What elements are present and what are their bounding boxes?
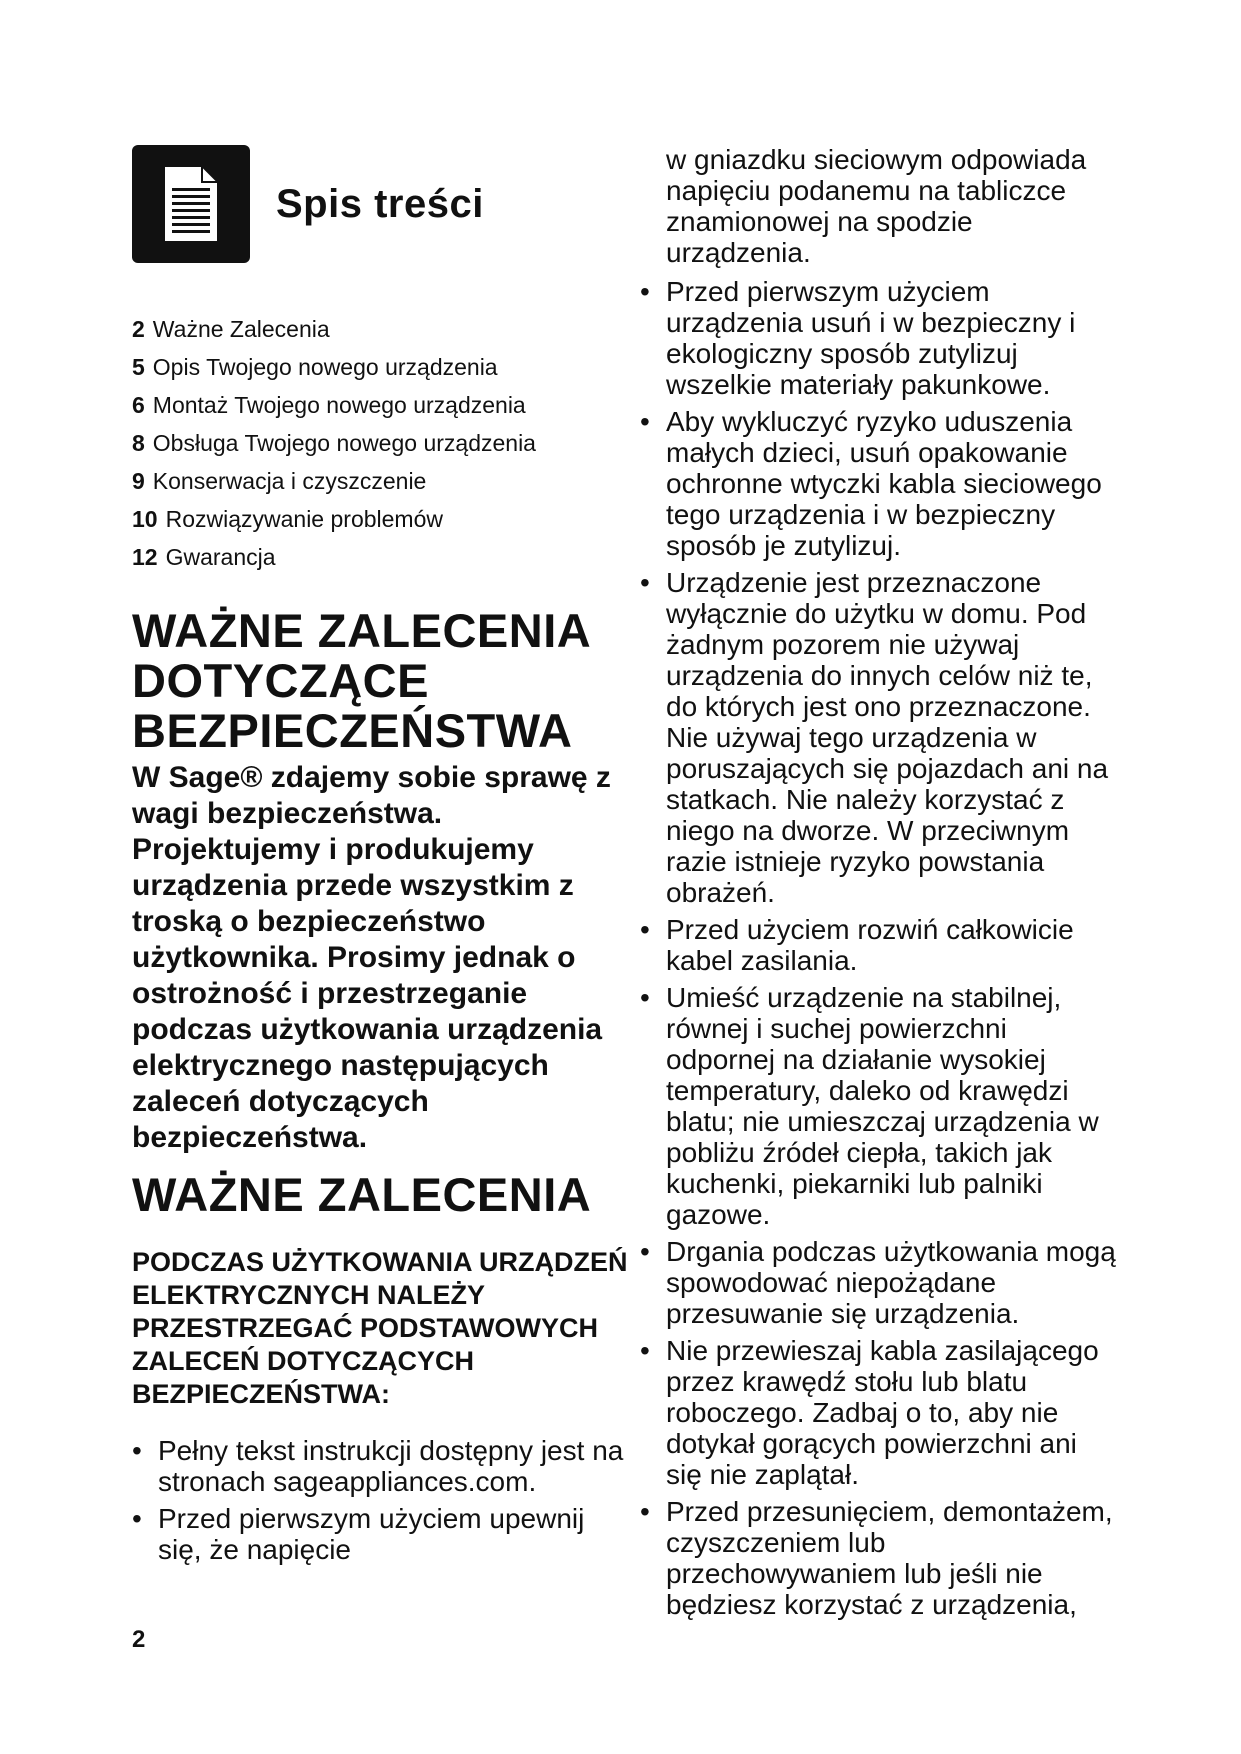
toc-item-label: Montaż Twojego nowego urządzenia [152,392,526,418]
toc-item-number: 9 [132,468,145,494]
right-column [640,144,1120,1626]
bullet-item: • Nie przewieszaj kabla zasilającego przez krawędź stołu lub blatu roboczego. Zadbaj o to, aby nie dotykał gorących powierzchni ani się nie zaplątał. [640,1335,1120,1490]
toc-item-number: 6 [132,392,145,418]
toc-item-label: Konserwacja i czyszczenie [152,468,427,494]
bullet-item: • Umieść urządzenie na stabilnej, równej i suchej powierzchni odpornej na działanie wysokiej temperatury, daleko od krawędzi blatu; nie umieszczaj urządzenia w pobliżu źródeł ciepła, takich jak kuchenki, piekarniki lub palniki gazowe. [640,982,1120,1230]
bullet-item: • Przed przesunięciem, demontażem, czyszczeniem lub przechowywaniem lub jeśli nie będziesz korzystać z urządzenia, [640,1496,1120,1620]
toc-item-label: Rozwiązywanie problemów [165,506,443,532]
toc-item-number: 5 [132,354,145,380]
bullet-item: • Przed pierwszym użyciem urządzenia usuń i w bezpieczny i ekologiczny sposób zutylizuj wszelkie materiały pakunkowe. [640,276,1120,400]
toc-item[interactable] [132,462,632,500]
toc-header [132,144,632,264]
safety-heading: WAŻNE ZALECENIA DOTYCZĄCE BEZPIECZEŃSTWA [132,604,590,757]
toc-item[interactable] [132,500,632,538]
toc-item-label: Obsługa Twojego nowego urządzenia [152,430,536,456]
document-icon [132,145,250,263]
safety-intro: W Sage® zdajemy sobie sprawę z wagi bezpieczeństwa. Projektujemy i produkujemy urządzenia przede wszystkim z troską o bezpieczeństwo użytkownika. Prosimy jednak o ostrożność i przestrzeganie podczas użytkowania urządzenia elektrycznego następujących zaleceń dotyczących bezpieczeństwa. [132,761,611,1154]
toc-item[interactable] [132,538,632,576]
bullet-item: • Drgania podczas użytkowania mogą spowodować niepożądane przesuwanie się urządzenia. [640,1236,1120,1329]
toc-item[interactable] [132,310,632,348]
toc-item-number: 8 [132,430,145,456]
bullet-item: • Urządzenie jest przeznaczone wyłącznie do użytku w domu. Pod żadnym pozorem nie używaj urządzenia do innych celów niż te, do których jest ono przeznaczone. Nie używaj tego urządzenia w poruszających się pojazdach ani na statkach. Nie należy korzystać z niego na dworze. W przeciwnym razie istnieje ryzyko powstania obrażeń. [640,567,1120,908]
bullet-item: • Przed użyciem rozwiń całkowicie kabel zasilania. [640,914,1120,976]
toc-list [132,310,632,576]
bullet-item: • Pełny tekst instrukcji dostępny jest na stronach sageappliances.com. [132,1435,632,1497]
right-bullet-list [640,276,1120,1620]
safety-heading-2: WAŻNE ZALECENIA [132,1168,592,1221]
left-bullet-list [132,1435,632,1565]
bullet-continuation: w gniazdku sieciowym odpowiada napięciu podanemu na tabliczce znamionowej na spodzie urządzenia. [666,144,1087,268]
toc-item[interactable] [132,386,632,424]
toc-item-label: Opis Twojego nowego urządzenia [152,354,498,380]
page-number: 2 [132,1626,146,1653]
toc-item-label: Ważne Zalecenia [152,316,330,342]
toc-item-label: Gwarancja [165,544,276,570]
bullet-item: • Przed pierwszym użyciem upewnij się, że napięcie [132,1503,632,1565]
bullet-item: • Aby wykluczyć ryzyko uduszenia małych dzieci, usuń opakowanie ochronne wtyczki kabla sieciowego tego urządzenia i w bezpieczny sposób je zutylizuj. [640,406,1120,561]
toc-item-number: 2 [132,316,145,342]
toc-item-number: 10 [132,506,158,532]
toc-item-number: 12 [132,544,158,570]
toc-item[interactable] [132,348,632,386]
toc-title: Spis treści [276,181,484,226]
toc-item[interactable] [132,424,632,462]
safety-subheading: PODCZAS UŻYTKOWANIA URZĄDZEŃ ELEKTRYCZNYCH NALEŻY PRZESTRZEGAĆ PODSTAWOWYCH ZALECEŃ DOTYCZĄCYCH BEZPIECZEŃSTWA: [132,1247,628,1409]
left-column [132,144,632,1571]
